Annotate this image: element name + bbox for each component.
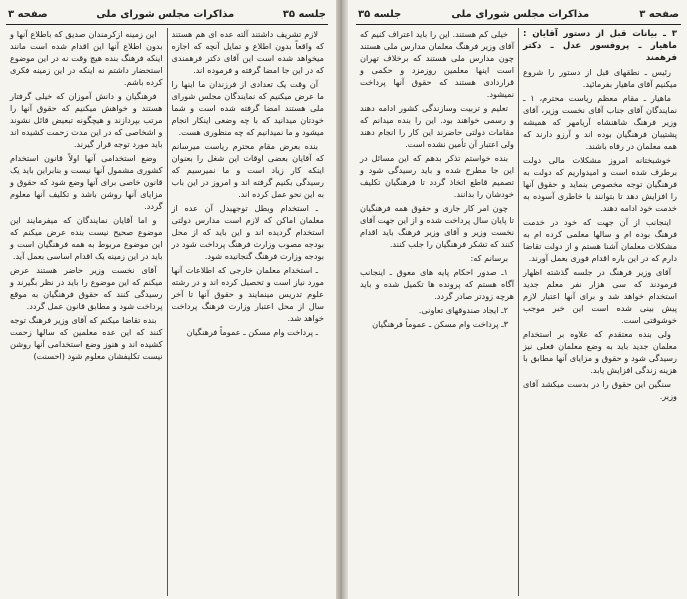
paragraph: رئیس ـ نطقهای قبل از دستور را شروع میکنیم آقای ماهیار بفرمائید.	[523, 67, 677, 89]
paragraph: آقای وزیر فرهنگ در جلسه گذشته اظهار فرمودند که سی هزار نفر معلم جدید استخدام خواهد شد و برای آنها اعتبار لازم پیش بینی شده است این خبر موجب خوشوقتی است.	[523, 267, 677, 325]
paragraph: وضع استخدامی آنها اولاً قانون استخدام کشوری مشمول آنها نیست و بنابراین باید یک قانون خاصی برای آنها وضع شود که حقوق و مزایای آنها روشن باشد و تکلیف آنها معلوم گردد.	[10, 153, 163, 211]
paragraph: چون امر کار جاری و حقوق همه فرهنگیان تا پایان سال پرداخت شده و از این جهت آقای نخست وزیر و آقای وزیر فرهنگ باید اقدام کنند که تشکر فرهنگیان را جلب کنند.	[360, 203, 514, 249]
paragraph: اینجانب از آن جهت که خود در خدمت فرهنگ بوده ام و سالها معلمی کرده ام به مشکلات معلمان آشنا هستم و از دولت تقاضا دارم که در این باره اقدام فوری بعمل آورند.	[523, 217, 677, 263]
paragraph: ماهیار ـ مقام معظم ریاست محترم، ۱ ـ نمایندگان آقای جناب آقای نخست وزیر، آقای وزیر فرهنگ شاهنشاه آریامهر که همیشه پشتیبان فرهنگیان بوده اند و آرزو دارند که همه معلمان در رفاه باشند.	[523, 93, 677, 151]
paragraph: ۲ـ ایجاد صندوقهای تعاونی.	[418, 305, 508, 315]
paragraph: لازم تشریف داشتند آلته عده ای هم هستند که واقعاً بدون اطلاع و تمایل آنچه که اجازه میخواهد شده است این آقای دکتر فرهمندی که در این جا امضا گرفته و فرموده اند.	[171, 29, 324, 75]
left-header-session: جلسه ۳۵	[282, 8, 326, 20]
section-heading: ۳ ـ بیانات قبل از دستور آقایان : ماهیار ـ پروفسور عدل ـ دکتر فرهمند	[523, 29, 677, 63]
left-column-right	[168, 28, 329, 596]
paragraph: خیلی کم هستند. این را باید اعتراف کنیم که آقای وزیر فرهنگ معلمان مدارس ملی هستند چون مدارس ملی هستند که برخلاف تهران است اینها معلمین روزمزد و حکمی و قراردادی هستند که حقوق آنها پرداخت نمیشود.	[360, 29, 514, 99]
right-column-left	[356, 28, 519, 596]
paragraph: این زمینه ازکرمندان صدیق که باطلاع آنها و بدون اطلاع آنها این اقدام شده است مانند اینکه فرهنگ بنده هیچ وقت نه در این موضوع استحضار داشتم نه اینکه در این زمینه فکری کرده باشم.	[10, 29, 163, 87]
paragraph: بنده بعرض مقام محترم ریاست میرسانم که آقایان بعضی اوقات این شغل را بعنوان اینکه کار زیاد است و ما نمیرسیم که رسیدگی بکنیم گرفته اند و امروز در این باب به این نحو عمل کرده اند.	[171, 141, 324, 199]
paragraph: بنده تقاضا میکنم که آقای وزیر فرهنگ توجه کنند که این عده معلمین که سالها زحمت کشیده اند و هنوز وضع استخدامی آنها روشن نیست تکلیفشان معلوم شود (احسنت)	[10, 315, 163, 361]
right-page	[348, 0, 687, 599]
paragraph: آقای نخست وزیر حاضر هستند عرض میکنم که این موضوع را باید در نظر بگیرند و رسیدگی کنند که حقوق فرهنگیان به موقع پرداخت شود و مطابق قانون عمل گردد.	[10, 265, 163, 311]
paragraph: فرهنگیان و دانش آموزان که خیلی گرفتار هستند و خواهش میکنیم که حقوق آنها را مرتب بپردازند و هیچگونه تبعیض قائل نشوند و اشخاصی که در این مدت زحمت کشیده اند باید مورد توجه قرار گیرند.	[10, 91, 163, 149]
left-page	[0, 0, 336, 599]
paragraph: ولی بنده معتقدم که علاوه بر استخدام معلمان جدید باید به وضع معلمان فعلی نیز رسیدگی شود و حقوق و مزایای آنها مطابق با هزینه زندگی افزایش یابد.	[523, 329, 677, 375]
left-header-page: صفحه ۳	[8, 8, 48, 20]
paragraph: ۳ـ پرداخت وام مسکن ـ عموماً فرهنگیان	[372, 319, 508, 329]
paragraph: برسانم که:	[470, 253, 508, 263]
paragraph: ـ پرداخت وام مسکن ـ عموماً فرهنگیان	[186, 327, 318, 337]
left-column-left	[6, 28, 168, 596]
paragraph: تعلیم و تربیت وسازندگی کشور ادامه دهند و رسمی خواهند بود. این را بنده میدانم که مقامات دولتی حاضرند این کار را انجام دهند ولی اعتبار آن تأمین نشده است.	[360, 103, 514, 149]
right-header-page: صفحه ۳	[639, 8, 679, 20]
paragraph: ـ استخدام وبطل توجهبدل آن عده از معلمان اماکن که لازم است مدارس دولتی استخدام گردیده اند و این باید که از محل بودجه مصوب وزارت فرهنگ پرداخت شود در بودجه وزارت فرهنگ گنجانیده شود.	[171, 203, 324, 261]
paragraph: بنده خواستم تذکر بدهم که این مسائل در این جا مطرح شده و باید رسیدگی شود و تصمیم قاطع اتخاذ گردد تا فرهنگیان تکلیف خودشان را بدانند.	[360, 153, 514, 199]
right-page-header	[356, 4, 681, 25]
right-header-session: جلسه ۳۵	[358, 8, 402, 20]
paragraph: سنگین این حقوق را در بدست میکشد آقای وزیر.	[523, 379, 677, 401]
left-header-title: مذاکرات مجلس شورای ملی	[96, 8, 235, 20]
right-header-title: مذاکرات مجلس شورای ملی	[451, 8, 590, 20]
paragraph: خوشبختانه امروز مشکلات مالی دولت برطرف شده است و امیدواریم که دولت به فرهنگیان توجه مخصوص بنماید و حقوق آنها را افزایش دهد تا بتوانند با خاطری آسوده به خدمت خود ادامه دهند.	[523, 155, 677, 213]
paragraph: ـ استخدام معلمان خارجی که اطلاعات آنها مورد نیاز است و تحصیل کرده اند و در رشته علوم تدریس مینمایند و حقوق آنها تا آخر سال از محل اعتبار وزارت فرهنگ پرداخت خواهد شد.	[171, 265, 324, 323]
paragraph: آن وقت یک تعدادی از فرزندان ما اینها را ما عرض میکنیم که نمایندگان مجلس شورای ملی هستند امضا گرفته شده است و شما خودتان میدانید که با چه وضعی اینکار انجام میشود و ما نمیدانیم که چه منظوری هست.	[171, 79, 324, 137]
book-gutter	[336, 0, 348, 599]
left-page-header	[6, 4, 328, 25]
paragraph: ۱ـ صدور احکام پایه های معوق ـ اینجانب آگاه هستم که پرونده ها تکمیل شده و باید هرچه زودتر صادر گردد.	[360, 267, 514, 301]
paragraph: و اما آقایان نمایندگان که میفرمایند این موضوع صحیح نیست بنده عرض میکنم که این موضوع مربوط به همه فرهنگیان است و باید در این زمینه یک اقدام اساسی بعمل آید.	[10, 215, 163, 261]
right-column-right	[519, 28, 681, 596]
